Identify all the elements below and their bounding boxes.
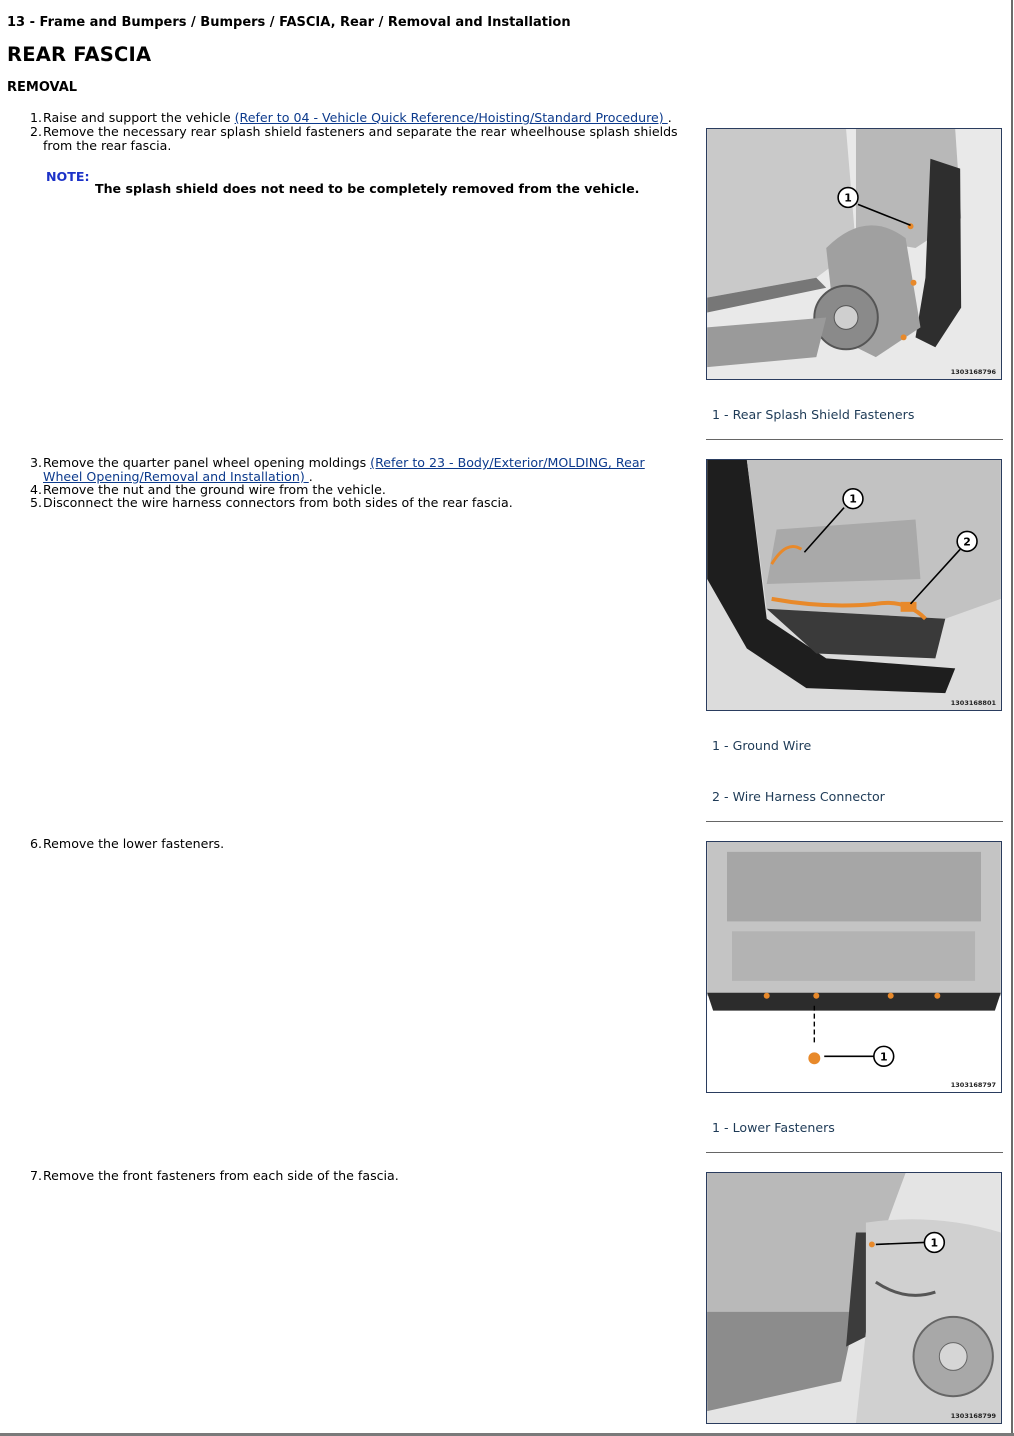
figure-id: 1303168801 bbox=[950, 699, 996, 707]
reference-link-molding[interactable]: (Refer to 23 - Body/Exterior/MOLDING, Rear Wheel Opening/Removal and Installation) bbox=[43, 455, 645, 484]
step-number: 2. bbox=[29, 124, 42, 139]
callout-1: 1 bbox=[844, 191, 852, 205]
figure-lower-fasteners bbox=[706, 841, 1002, 1093]
callout-1: 1 bbox=[930, 1236, 939, 1250]
step-number: 4. bbox=[29, 482, 42, 497]
figure-illustration bbox=[707, 129, 1001, 379]
breadcrumb: 13 - Frame and Bumpers / Bumpers / FASCIA, Rear / Removal and Installation bbox=[7, 15, 571, 30]
page-right-border bbox=[1011, 0, 1013, 1436]
figure-illustration bbox=[707, 1173, 1001, 1423]
divider bbox=[706, 439, 1003, 440]
figure-illustration bbox=[707, 460, 1001, 710]
step-text: Remove the quarter panel wheel opening moldings bbox=[43, 455, 371, 470]
caption-lower-fasteners: 1 - Lower Fasteners bbox=[712, 1120, 835, 1135]
note-label: NOTE: bbox=[46, 169, 90, 184]
step-text: Raise and support the vehicle bbox=[43, 110, 235, 125]
figure-ground-wire-harness bbox=[706, 459, 1002, 711]
step-text-end: . bbox=[308, 468, 313, 484]
step-text-end: . bbox=[667, 110, 672, 125]
step-number: 1. bbox=[29, 110, 42, 125]
step-text: Disconnect the wire harness connectors from both sides of the rear fascia. bbox=[43, 495, 513, 510]
callout-2: 2 bbox=[963, 535, 971, 549]
step-number: 5. bbox=[29, 495, 42, 510]
figure-rear-splash-shield bbox=[706, 128, 1002, 380]
reference-link-hoisting[interactable]: (Refer to 04 - Vehicle Quick Reference/Hoisting/Standard Procedure) bbox=[234, 110, 668, 125]
divider bbox=[706, 821, 1003, 822]
step-text: Remove the front fasteners from each side of the fascia. bbox=[43, 1168, 399, 1183]
figure-id: 1303168799 bbox=[950, 1412, 996, 1420]
figure-id: 1303168797 bbox=[950, 1081, 996, 1089]
step-text: Remove the necessary rear splash shield fasteners and separate the rear wheelhouse splash shields from the rear fascia. bbox=[43, 124, 678, 153]
step-number: 6. bbox=[29, 836, 42, 851]
figure-illustration bbox=[707, 842, 1001, 1092]
callout-1: 1 bbox=[879, 1050, 888, 1064]
caption-wire-harness-connector: 2 - Wire Harness Connector bbox=[712, 789, 885, 804]
step-text: Remove the lower fasteners. bbox=[43, 836, 225, 851]
step-number: 3. bbox=[29, 455, 42, 470]
section-heading-removal: REMOVAL bbox=[7, 80, 78, 95]
figure-id: 1303168796 bbox=[950, 368, 996, 376]
callout-1: 1 bbox=[849, 492, 857, 506]
page-title: REAR FASCIA bbox=[7, 43, 152, 66]
step-number: 7. bbox=[29, 1168, 42, 1183]
step-text: Remove the nut and the ground wire from the vehicle. bbox=[43, 482, 386, 497]
caption-ground-wire: 1 - Ground Wire bbox=[712, 738, 812, 753]
figure-front-fasteners bbox=[706, 1172, 1002, 1424]
note-text: The splash shield does not need to be completely removed from the vehicle. bbox=[95, 181, 640, 196]
divider bbox=[706, 1152, 1003, 1153]
caption-rear-splash-shield-fasteners: 1 - Rear Splash Shield Fasteners bbox=[712, 407, 915, 422]
